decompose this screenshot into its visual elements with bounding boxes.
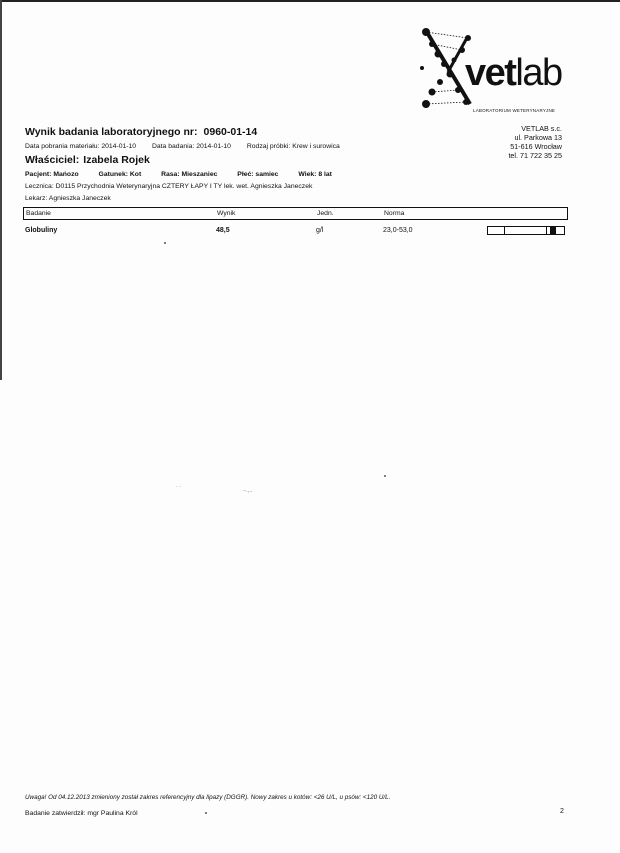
scan-noise: ·-.,.. bbox=[242, 488, 253, 494]
owner-line bbox=[25, 154, 150, 166]
scan-edge-top bbox=[0, 0, 620, 2]
footnote: Uwaga! Od 04.12.2013 zmieniony został zakres referencyjny dla lipazy (DGGR). Nowy zakres u kotów: <26 U/L, u psów: <120 U/L. bbox=[25, 794, 391, 801]
patient-breed: Rasa: Mieszaniec bbox=[161, 171, 218, 178]
report-title-label: Wynik badania laboratoryjnego nr: bbox=[25, 126, 198, 138]
company-city: 51-616 Wrocław bbox=[510, 142, 562, 151]
page-number: 2 bbox=[560, 808, 564, 815]
row-unit: g/l bbox=[316, 227, 324, 234]
doctor-line: Lekarz: Agnieszka Janeczek bbox=[25, 195, 111, 202]
sample-type: Rodzaj próbki: Krew i surowica bbox=[246, 143, 340, 150]
patient-name: Pacjent: Mańozo bbox=[25, 171, 79, 178]
row-result: 48,5 bbox=[216, 227, 230, 234]
scan-speck bbox=[164, 242, 166, 244]
row-norm: 23,0-53,0 bbox=[383, 227, 413, 234]
patient-sex: Płeć: samiec bbox=[237, 171, 279, 178]
logo-wordmark bbox=[465, 52, 562, 95]
report-number: 0960-01-14 bbox=[203, 126, 258, 138]
patient-line bbox=[25, 171, 350, 178]
header-unit: Jedn. bbox=[317, 210, 334, 217]
company-street: ul. Parkowa 13 bbox=[514, 133, 562, 142]
scan-speck bbox=[384, 475, 386, 477]
gauge-result-marker bbox=[550, 227, 556, 234]
scan-speck bbox=[205, 812, 207, 814]
report-meta bbox=[25, 143, 354, 150]
logo-subtitle: LABORATORIUM WETERYNARYJNE bbox=[473, 108, 556, 113]
clinic-line: Lecznica: D0115 Przychodnia Weterynaryjna CZTERY ŁAPY I TY lek. wet. Agnieszka Janeczek bbox=[25, 183, 313, 190]
owner-label: Właściciel: bbox=[25, 154, 80, 166]
report-title bbox=[25, 126, 257, 138]
gauge-low-tick bbox=[504, 227, 505, 234]
header-test: Badanie bbox=[26, 210, 51, 217]
scan-noise: · · bbox=[176, 484, 182, 490]
sampling-date: Data pobrania materiału: 2014-01-10 bbox=[25, 143, 137, 150]
approved-by: Badanie zatwierdził: mgr Paulina Król bbox=[25, 810, 138, 817]
patient-species: Gatunek: Kot bbox=[98, 171, 142, 178]
logo-word-light: lab bbox=[515, 52, 562, 94]
owner-name: Izabela Rojek bbox=[83, 154, 150, 166]
company-address bbox=[508, 124, 562, 160]
gauge-high-tick bbox=[546, 227, 547, 234]
patient-age: Wiek: 8 lat bbox=[298, 171, 332, 178]
row-test: Globuliny bbox=[25, 227, 58, 234]
header-result: Wynik bbox=[217, 210, 236, 217]
company-phone: tel. 71 722 35 25 bbox=[508, 151, 562, 160]
results-table-header bbox=[23, 207, 568, 220]
vetlab-logo bbox=[418, 24, 568, 114]
logo-word-bold: vet bbox=[465, 52, 516, 94]
company-name: VETLAB s.c. bbox=[521, 124, 562, 133]
norm-range-gauge bbox=[487, 226, 565, 235]
table-row bbox=[23, 225, 566, 236]
header-norm: Norma bbox=[384, 210, 405, 217]
test-date: Data badania: 2014-01-10 bbox=[151, 143, 231, 150]
scan-edge-left bbox=[0, 0, 2, 380]
